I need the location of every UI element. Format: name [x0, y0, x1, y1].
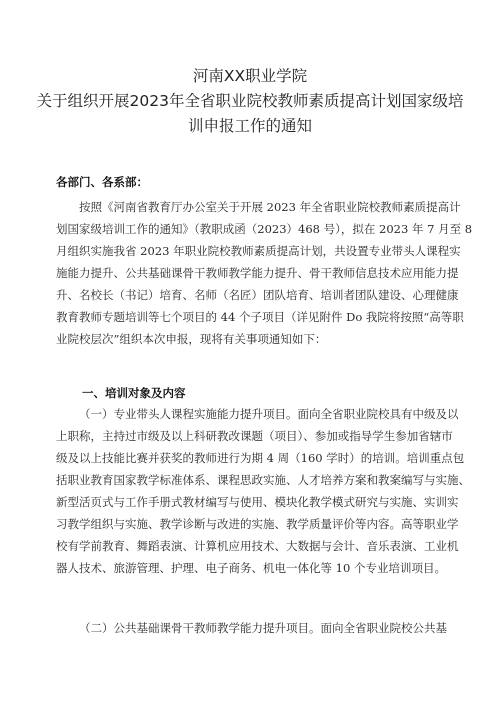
document-header — [0, 64, 500, 139]
paragraph-line: 级及以上技能比赛并获奖的教师进行为期 4 周（160 学时）的培训。培训重点包 — [56, 451, 465, 465]
paragraph-line: （二）公共基础课骨干教师教学能力提升项目。面向全省职业院校公共基 — [79, 621, 447, 635]
paragraph-line: 划国家级培训工作的通知》（教职成函（2023）468 号），拟在 2023 年 7 月至 8 — [56, 222, 473, 236]
paragraph-line: 施能力提升、公共基础课骨干教师教学能力提升、骨干教师信息技术应用能力提 — [56, 266, 459, 280]
school-name: 河南XX职业学院 — [192, 67, 308, 85]
paragraph-program-1 — [56, 403, 470, 579]
paragraph-program-2 — [56, 617, 456, 639]
paragraph-line: 教育教师专题培训等七个项目的 44 个子项目（详见附件 Do 我院将按照“高等职 — [56, 310, 464, 324]
salutation: 各部门、各系部： — [56, 175, 148, 189]
paragraph-line: 升、名校长（书记）培育、名师（名匠）团队培育、培训者团队建设、心理健康 — [56, 288, 459, 302]
section-heading-training-targets: 一、培训对象及内容 — [82, 386, 186, 400]
paragraph-line: 月组织实施我省 2023 年职业院校教师素质提高计划，共设置专业带头人课程实 — [56, 244, 461, 258]
notice-title-line-1: 关于组织开展2023年全省职业院校教师素质提高计划国家级培 — [36, 92, 464, 110]
paragraph-line: 括职业教育国家教学标准体系、课程思政实施、人才培养方案和教案编写与实施、 — [56, 473, 470, 487]
paragraph-line: 按照《河南省教育厅办公室关于开展 2023 年全省职业院校教师素质提高计 — [79, 200, 461, 214]
paragraph-line: 器人技术、旅游管理、护理、电子商务、机电一体化等 10 个专业培训项目。 — [56, 561, 446, 575]
paragraph-line: 校有学前教育、舞蹈表演、计算机应用技术、大数据与会计、音乐表演、工业机 — [56, 539, 459, 553]
paragraph-line: 业院校层次”组织本次申报，现将有关事项通知如下： — [56, 332, 327, 346]
paragraph-line: 新型活页式与工作手册式教材编写与使用、模块化教学模式研究与实施、实训实 — [56, 495, 459, 509]
paragraph-line: 上职称，主持过市级及以上科研教改课题（项目）、参加或指导学生参加省辖市 — [56, 429, 453, 443]
paragraph-line: 习教学组织与实施、教学诊断与改进的实施、教学质量评价等内容。高等职业学 — [56, 517, 459, 531]
notice-title-line-2: 训申报工作的通知 — [187, 117, 312, 135]
paragraph-intro — [56, 196, 473, 350]
paragraph-line: （一）专业带头人课程实施能力提升项目。面向全省职业院校具有中级及以 — [79, 407, 459, 421]
